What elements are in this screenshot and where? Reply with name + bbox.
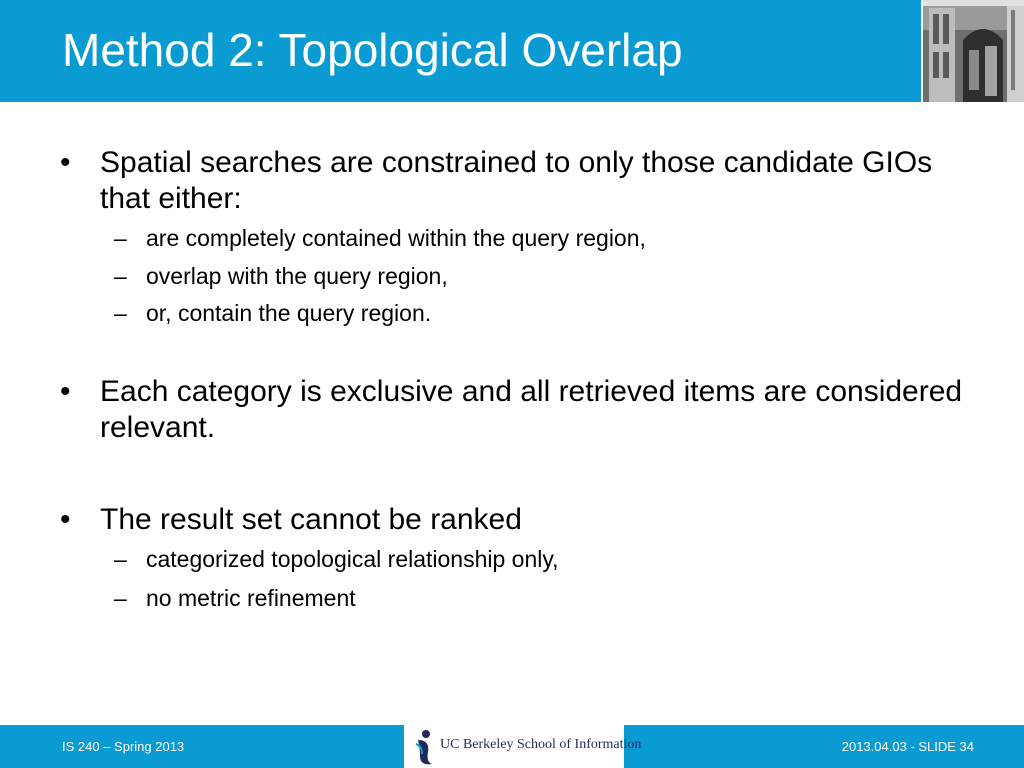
dash-mark: – bbox=[114, 585, 127, 611]
bullet-text: The result set cannot be ranked bbox=[100, 503, 522, 536]
bullet-mark: • bbox=[60, 375, 71, 408]
dash-mark: – bbox=[114, 263, 127, 289]
subitem-text: overlap with the query region, bbox=[146, 263, 448, 289]
subitem-text: are completely contained within the query region, bbox=[146, 225, 646, 251]
subitem-text: categorized topological relationship only, bbox=[146, 546, 559, 572]
dash-mark: – bbox=[114, 225, 127, 251]
slide-number: 2013.04.03 - SLIDE 34 bbox=[841, 739, 974, 754]
logo-text: UC Berkeley School of Information bbox=[440, 737, 642, 752]
bullet-mark: • bbox=[60, 503, 71, 536]
bullet-text: Each category is exclusive and all retrieved items are considered relevant. bbox=[100, 375, 963, 444]
slide-footer bbox=[0, 725, 1024, 768]
bullet-text: Spatial searches are constrained to only those candidate GIOs that either: bbox=[100, 146, 933, 215]
dash-mark: – bbox=[114, 300, 127, 326]
course-label: IS 240 – Spring 2013 bbox=[62, 739, 185, 754]
dash-mark: – bbox=[114, 546, 127, 572]
subitem-text: no metric refinement bbox=[146, 585, 356, 611]
ischool-i-logo-icon bbox=[412, 728, 436, 766]
school-logo bbox=[404, 725, 642, 768]
bullet-mark: • bbox=[60, 146, 71, 179]
slide-title: Method 2: Topological Overlap bbox=[62, 24, 683, 76]
subitem-text: or, contain the query region. bbox=[146, 300, 432, 326]
